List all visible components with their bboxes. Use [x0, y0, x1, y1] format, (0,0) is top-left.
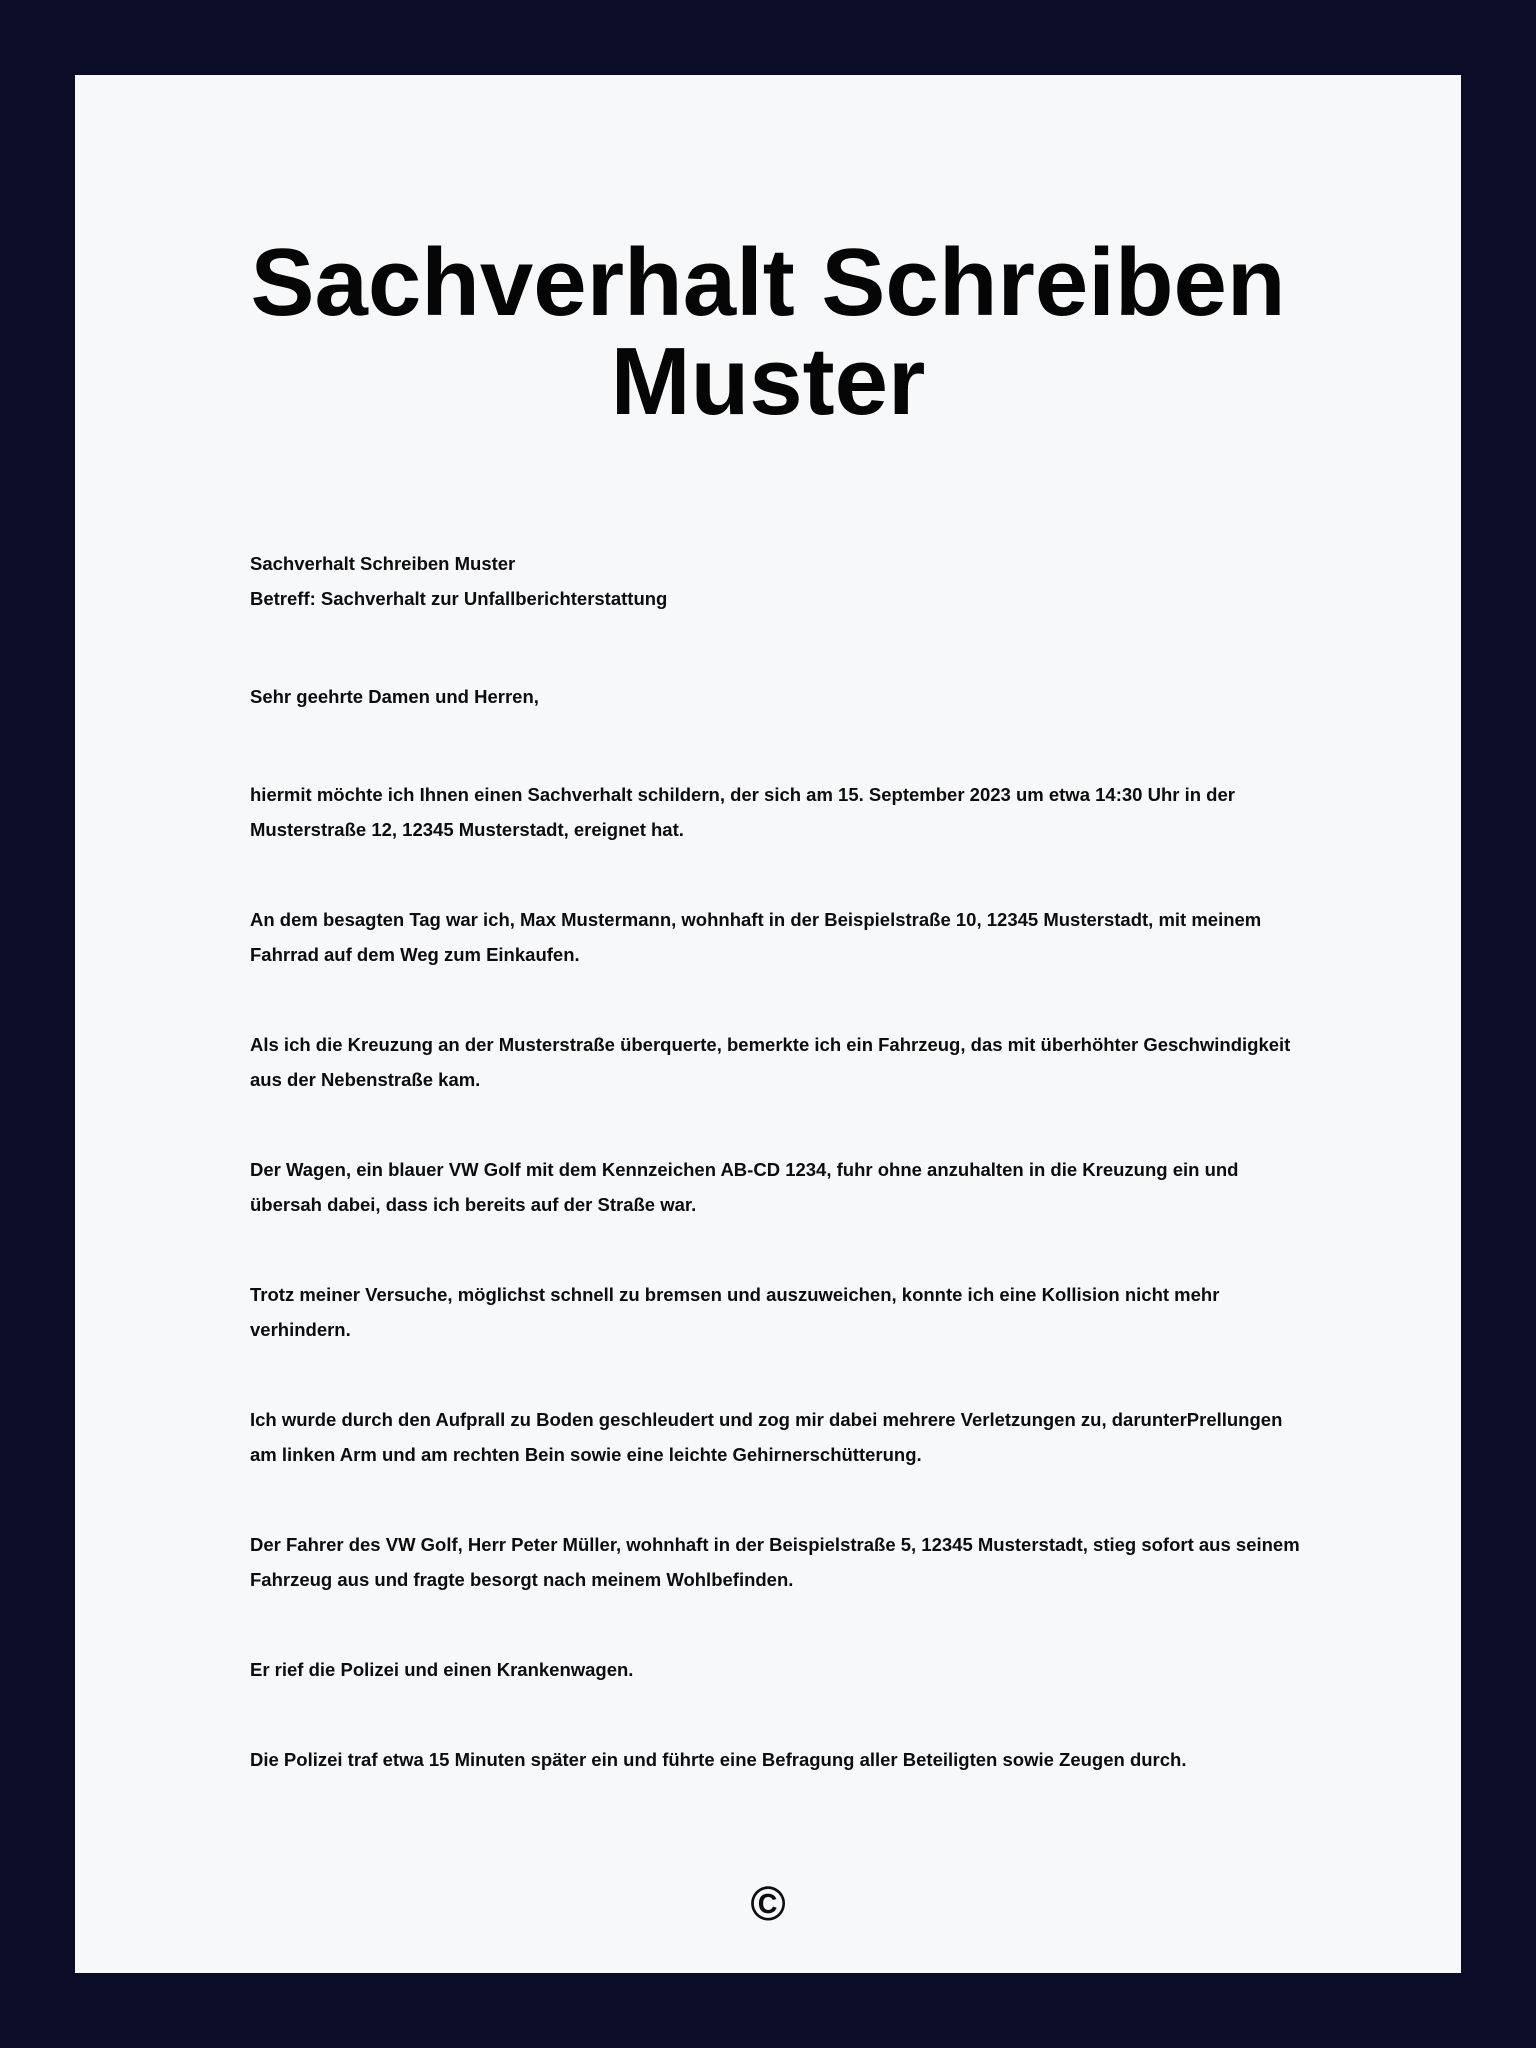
- letter-paragraph: Als ich die Kreuzung an der Musterstraße überquerte, bemerkte ich ein Fahrzeug, das mit überhöhter Geschwindigkeit aus der Nebenstraße kam.: [250, 1034, 1291, 1090]
- letter-paragraph: An dem besagten Tag war ich, Max Mustermann, wohnhaft in der Beispielstraße 10, 12345 Musterstadt, mit meinem Fahrrad auf dem Weg zum Einkaufen.: [250, 909, 1262, 965]
- letter-heading-line: Betreff: Sachverhalt zur Unfallberichterstattung: [250, 588, 668, 609]
- copyright-symbol: ©: [750, 1878, 786, 1931]
- letter-heading-line: Sachverhalt Schreiben Muster: [250, 553, 516, 574]
- page-title: Sachverhalt Schreiben Muster: [250, 229, 1286, 435]
- letter-paragraph: Der Fahrer des VW Golf, Herr Peter Müller, wohnhaft in der Beispielstraße 5, 12345 Musterstadt, stieg sofort aus seinem Fahrzeug aus und fragte besorgt nach meinem Wohlbefinden.: [250, 1534, 1300, 1590]
- letter-paragraph: hiermit möchte ich Ihnen einen Sachverhalt schildern, der sich am 15. September 2023 um etwa 14:30 Uhr in der Musterstraße 12, 12345 Musterstadt, ereignet hat.: [250, 784, 1235, 840]
- salutation: Sehr geehrte Damen und Herren,: [250, 686, 539, 707]
- letter-page: [75, 75, 1461, 1973]
- letter-paragraph: Trotz meiner Versuche, möglichst schnell zu bremsen und auszuweichen, konnte ich eine Kollision nicht mehr verhindern.: [250, 1284, 1220, 1340]
- letter-paragraphs: [250, 777, 1302, 1777]
- letter-paragraph: Der Wagen, ein blauer VW Golf mit dem Kennzeichen AB-CD 1234, fuhr ohne anzuhalten in die Kreuzung ein und übersah dabei, dass ich bereits auf der Straße war.: [250, 1159, 1239, 1215]
- letter-heading-lines: [250, 546, 1302, 616]
- letter-body: [250, 546, 1302, 1777]
- letter-paragraph: Er rief die Polizei und einen Krankenwagen.: [250, 1659, 634, 1680]
- letter-paragraph: Die Polizei traf etwa 15 Minuten später ein und führte eine Befragung aller Beteiligten sowie Zeugen durch.: [250, 1749, 1187, 1770]
- letter-paragraph: Ich wurde durch den Aufprall zu Boden geschleudert und zog mir dabei mehrere Verletzungen zu, darunterPrellungen am linken Arm und am rechten Bein sowie eine leichte Gehirnerschütterung.: [250, 1409, 1283, 1465]
